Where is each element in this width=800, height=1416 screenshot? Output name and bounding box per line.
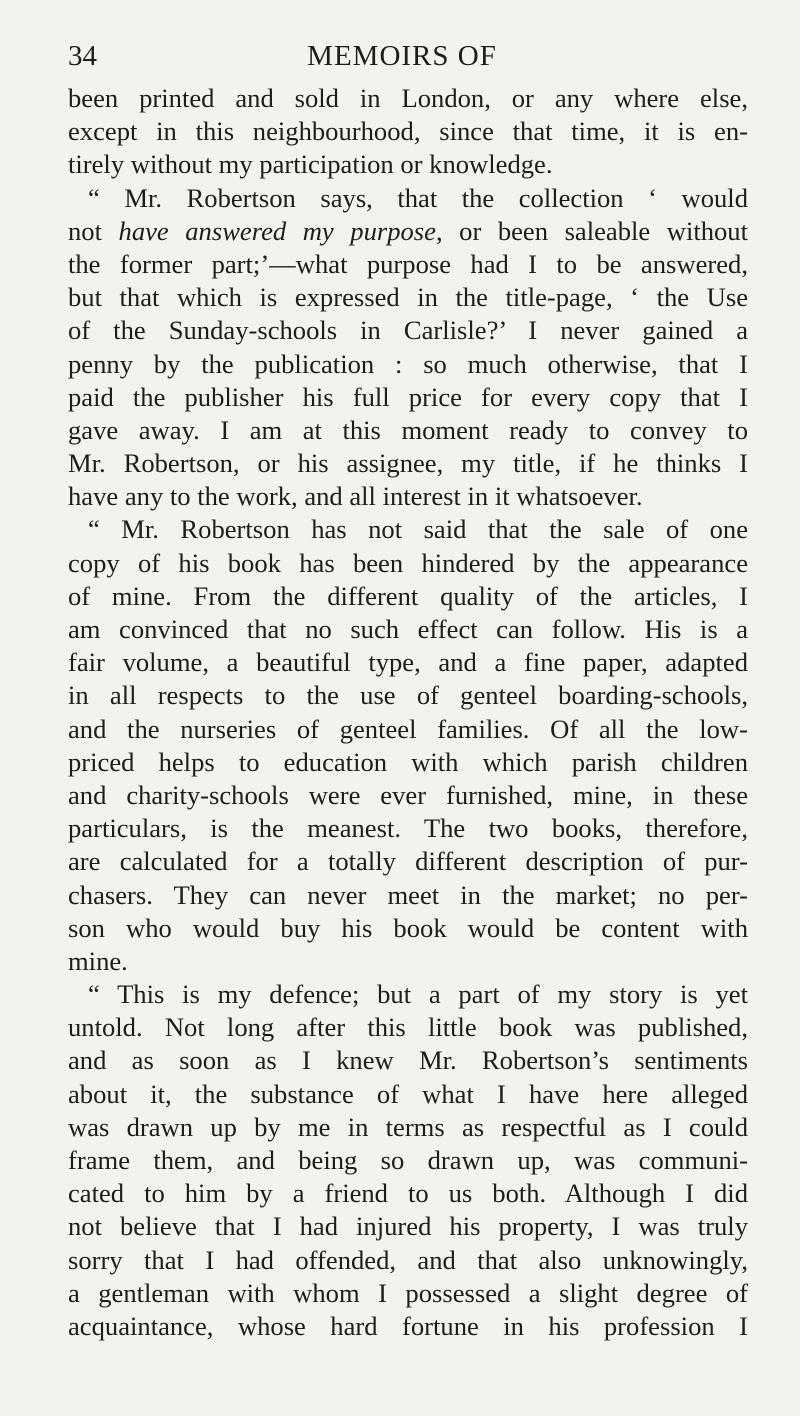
line-text: penny by the publication : so much otherwise, that I bbox=[68, 348, 748, 379]
text-line bbox=[68, 1177, 748, 1210]
line-text: about it, the substance of what I have here alleged bbox=[68, 1078, 748, 1109]
text-line bbox=[68, 1144, 748, 1177]
text-line bbox=[68, 646, 748, 679]
line-text: the former part;’—what purpose had I to be answered, bbox=[68, 248, 748, 279]
line-text: and the nurseries of genteel families. Of all the low- bbox=[68, 713, 748, 744]
line-text: are calculated for a totally different description of pur- bbox=[68, 846, 748, 877]
line-text: chasers. They can never meet in the market; no per- bbox=[68, 879, 748, 910]
text-line bbox=[68, 945, 748, 978]
text-line bbox=[68, 812, 748, 845]
text-line bbox=[68, 679, 748, 712]
line-text: son who would buy his book would be content with bbox=[68, 912, 748, 943]
line-text: gave away. I am at this moment ready to convey to bbox=[68, 414, 748, 445]
text-line bbox=[68, 912, 748, 945]
text-line bbox=[68, 215, 748, 248]
text-line bbox=[68, 580, 748, 613]
line-text: have any to the work, and all interest in it whatsoever. bbox=[68, 481, 643, 512]
text-line bbox=[68, 746, 748, 779]
line-text: untold. Not long after this little book was published, bbox=[68, 1012, 748, 1043]
line-text: and charity-schools were ever furnished, mine, in these bbox=[68, 779, 748, 810]
line-text: mine. bbox=[68, 945, 128, 976]
body-text bbox=[68, 82, 748, 1343]
line-text: except in this neighbourhood, since that time, it is en- bbox=[68, 116, 748, 147]
text-line bbox=[68, 1078, 748, 1111]
text-line bbox=[68, 1277, 748, 1310]
line-text: been printed and sold in London, or any where else, bbox=[68, 83, 748, 113]
line-text: of the Sunday-schools in Carlisle?’ I never gained a bbox=[68, 315, 748, 346]
text-line bbox=[68, 1011, 748, 1044]
line-text: a gentleman with whom I possessed a slight degree of bbox=[68, 1277, 748, 1308]
line-text: copy of his book has been hindered by the appearance bbox=[68, 547, 748, 578]
text-line bbox=[68, 513, 748, 546]
text-line bbox=[68, 148, 748, 181]
text-line bbox=[68, 281, 748, 314]
text-line bbox=[68, 547, 748, 580]
line-text: and as soon as I knew Mr. Robertson’s sentiments bbox=[68, 1045, 748, 1076]
line-text: acquaintance, whose hard fortune in his profession bbox=[68, 1310, 715, 1341]
text-line bbox=[68, 1210, 748, 1243]
text-line bbox=[68, 713, 748, 746]
line-text: “ Mr. Robertson says, that the collection ‘ would bbox=[88, 182, 748, 213]
text-line bbox=[68, 879, 748, 912]
line-text: Mr. Robertson, or his assignee, my title, if he thinks I bbox=[68, 448, 748, 479]
running-head: MEMOIRS OF bbox=[307, 40, 497, 72]
line-text: fair volume, a beautiful type, and a fine paper, adapted bbox=[68, 647, 748, 678]
line-text: was drawn up by me in terms as respectful as I could bbox=[68, 1111, 748, 1142]
text-line bbox=[68, 248, 748, 281]
line-text: frame them, and being so drawn up, was communi- bbox=[68, 1145, 748, 1175]
line-text: cated to him by a friend to us both. Although I did bbox=[68, 1178, 748, 1209]
line-text: am convinced that no such effect can follow. His is a bbox=[68, 614, 748, 644]
line-text: in all respects to the use of genteel boarding-schools, bbox=[68, 680, 748, 711]
text-line bbox=[68, 978, 748, 1011]
text-line bbox=[68, 480, 748, 513]
page-header bbox=[68, 40, 736, 80]
text-line bbox=[68, 1044, 748, 1077]
line-text: sorry that I had offended, and that also unknowingly, bbox=[68, 1244, 748, 1275]
page-number: 34 bbox=[68, 40, 97, 72]
text-line bbox=[68, 348, 748, 381]
line-text: paid the publisher his full price for every copy that I bbox=[68, 381, 748, 412]
text-line bbox=[68, 115, 748, 148]
text-line bbox=[68, 1111, 748, 1144]
text-line bbox=[68, 613, 748, 646]
text-line bbox=[68, 447, 748, 480]
text-segment: not bbox=[68, 215, 119, 246]
line-text: “ This is my defence; but a part of my story is yet bbox=[88, 979, 748, 1010]
text-line bbox=[68, 381, 748, 414]
line-text: tirely without my participation or knowledge. bbox=[68, 149, 553, 180]
text-line bbox=[68, 182, 748, 215]
line-text: “ Mr. Robertson has not said that the sale of one bbox=[88, 514, 748, 545]
line-text: but that which is expressed in the title-page, ‘ the Use bbox=[68, 282, 748, 313]
line-text: priced helps to education with which parish children bbox=[68, 746, 748, 777]
text-line bbox=[68, 82, 748, 115]
line-text: not believe that I had injured his property, I was truly bbox=[68, 1211, 748, 1242]
line-text: particulars, is the meanest. The two books, therefore, bbox=[68, 813, 748, 844]
text-segment: , or been saleable without bbox=[435, 215, 748, 246]
text-line bbox=[68, 1310, 748, 1343]
line-text: of mine. From the different quality of the articles, I bbox=[68, 580, 748, 611]
text-line bbox=[68, 314, 748, 347]
text-line bbox=[68, 779, 748, 812]
text-line bbox=[68, 1244, 748, 1277]
text-line bbox=[68, 414, 748, 447]
italic-text: have answered my purpose bbox=[118, 215, 436, 246]
catchword: I bbox=[739, 1310, 748, 1341]
text-line bbox=[68, 845, 748, 878]
